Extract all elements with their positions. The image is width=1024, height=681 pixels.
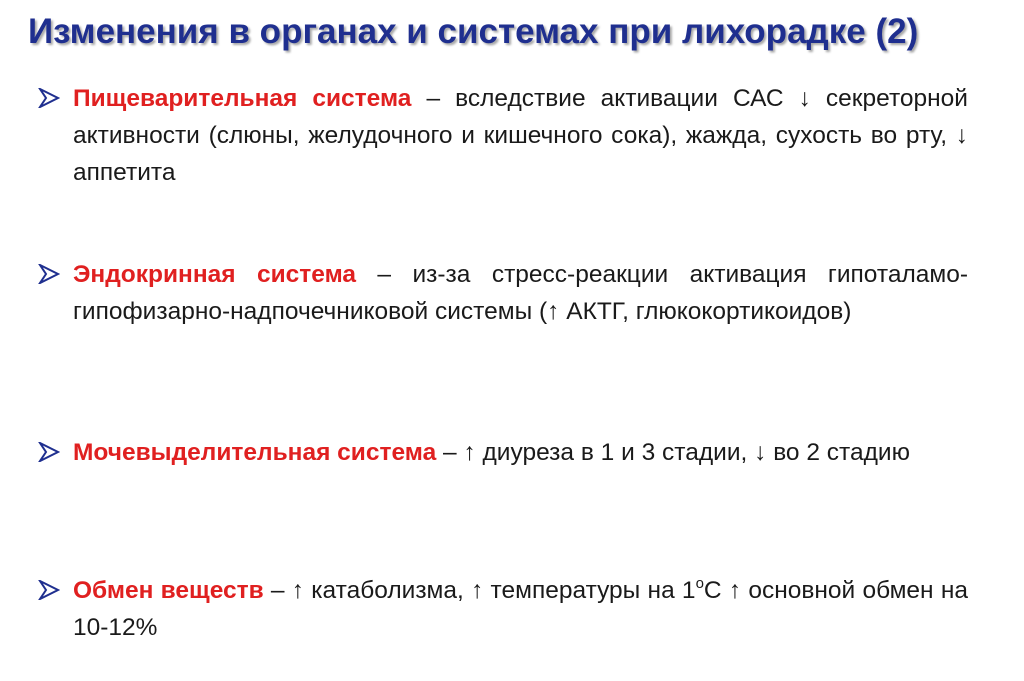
bullet-description: – ↑ диуреза в 1 и 3 стадии, ↓ во 2 стадию: [436, 439, 910, 466]
bullet-description-part2: С ↑ основной обмен на 10-12%: [73, 577, 968, 641]
bullet-description-part1: – ↑ катаболизма, ↑ температуры на 1: [263, 577, 696, 604]
bullet-text: [73, 434, 968, 471]
bullet-term: Обмен веществ: [73, 577, 264, 604]
bullet-text: [73, 256, 968, 330]
arrowhead-bullet-icon: [38, 580, 60, 600]
arrowhead-bullet-icon: [38, 88, 60, 108]
degree-superscript: о: [695, 575, 704, 592]
bullet-text: [73, 572, 968, 646]
arrowhead-bullet-icon: [38, 442, 60, 462]
slide-title: Изменения в органах и системах при лихорадке (2): [28, 12, 919, 51]
bullet-description: – вследствие активации САС ↓ секреторной активности (слюны, желудочного и кишечного сока), жажда, сухость во рту, ↓ аппетита: [73, 85, 968, 186]
bullet-term: Пищеварительная система: [73, 85, 412, 112]
arrowhead-bullet-icon: [38, 264, 60, 284]
bullet-text: [73, 80, 968, 191]
bullet-description: – из-за стресс-реакции активация гипоталамо-гипофизарно-надпочечниковой системы (↑ АКТГ, глюкокортикоидов): [73, 261, 969, 325]
bullet-term: Эндокринная система: [73, 261, 357, 288]
bullet-term: Мочевыделительная система: [73, 439, 437, 466]
